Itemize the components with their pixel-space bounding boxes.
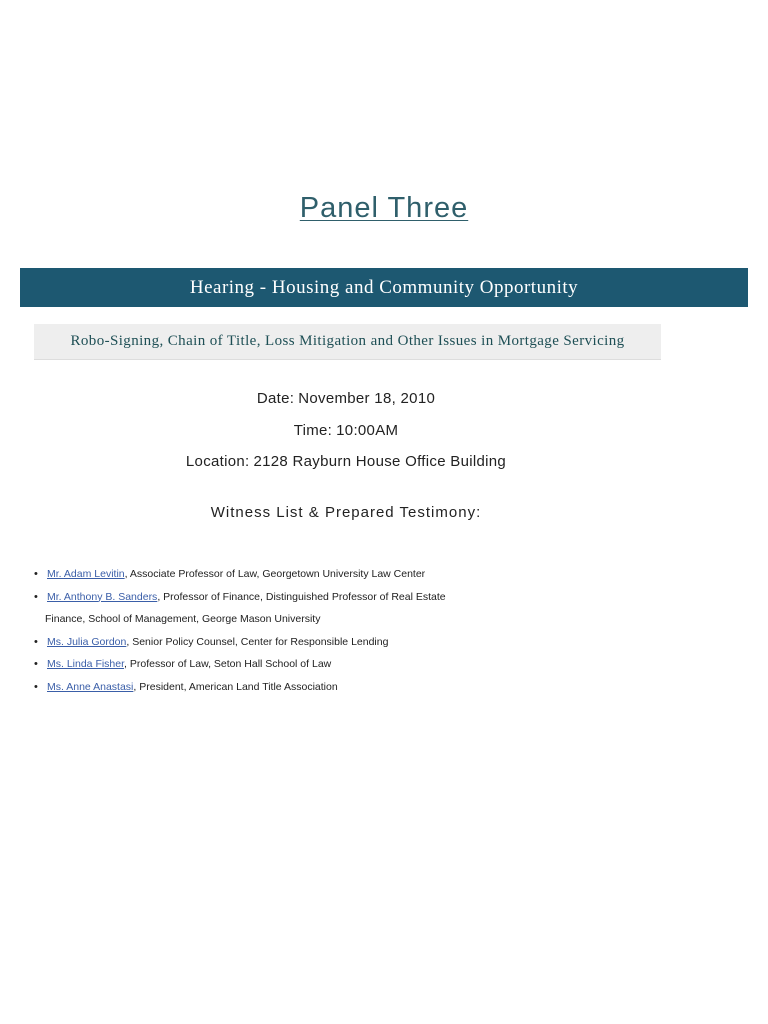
witness-list [34,563,534,698]
bullet-icon: • [34,635,38,648]
witness-description: , President, American Land Title Association [133,680,338,693]
bullet-icon: • [34,680,38,693]
witness-item [34,563,534,586]
witness-item [34,631,534,654]
witness-link[interactable]: Ms. Anne Anastasi [47,680,134,693]
witness-description: , Senior Policy Counsel, Center for Responsible Lending [126,635,389,648]
bullet-icon: • [34,568,38,580]
witness-link[interactable]: Ms. Linda Fisher [47,658,125,670]
witness-link[interactable]: Mr. Anthony B. Sanders [47,590,158,603]
hearing-subtitle: Robo-Signing, Chain of Title, Loss Mitigation and Other Issues in Mortgage Servicing [70,333,625,349]
witness-description: , Professor of Finance, Distinguished Professor of Real Estate [157,590,446,603]
witness-item [34,653,534,676]
date-value: November 18, 2010 [298,390,436,407]
bullet-icon: • [34,590,38,603]
hearing-banner [20,268,748,307]
location-label: Location: [185,453,250,470]
bullet-icon: • [34,658,38,670]
hearing-title: Hearing - Housing and Community Opportunity [189,276,579,298]
panel-title-link[interactable]: Panel Three [299,192,469,224]
witness-description: , Professor of Law, Seton Hall School of Law [124,658,332,670]
witness-link[interactable]: Ms. Julia Gordon [47,635,127,648]
time-line [0,422,692,439]
date-line [0,390,692,407]
witness-description: , Associate Professor of Law, Georgetown University Law Center [124,568,426,580]
location-line [0,453,692,470]
date-label: Date: [256,390,295,407]
hearing-subtitle-box [34,324,661,360]
witness-item [34,586,534,631]
time-label: Time: [293,422,333,439]
witness-link[interactable]: Mr. Adam Levitin [47,568,125,580]
witness-item [34,676,534,699]
witness-list-heading: Witness List & Prepared Testimony: [210,504,482,521]
location-value: 2128 Rayburn House Office Building [253,453,507,470]
witness-description-continued: Finance, School of Management, George Mason University [45,613,321,625]
time-value: 10:00AM [336,422,399,439]
